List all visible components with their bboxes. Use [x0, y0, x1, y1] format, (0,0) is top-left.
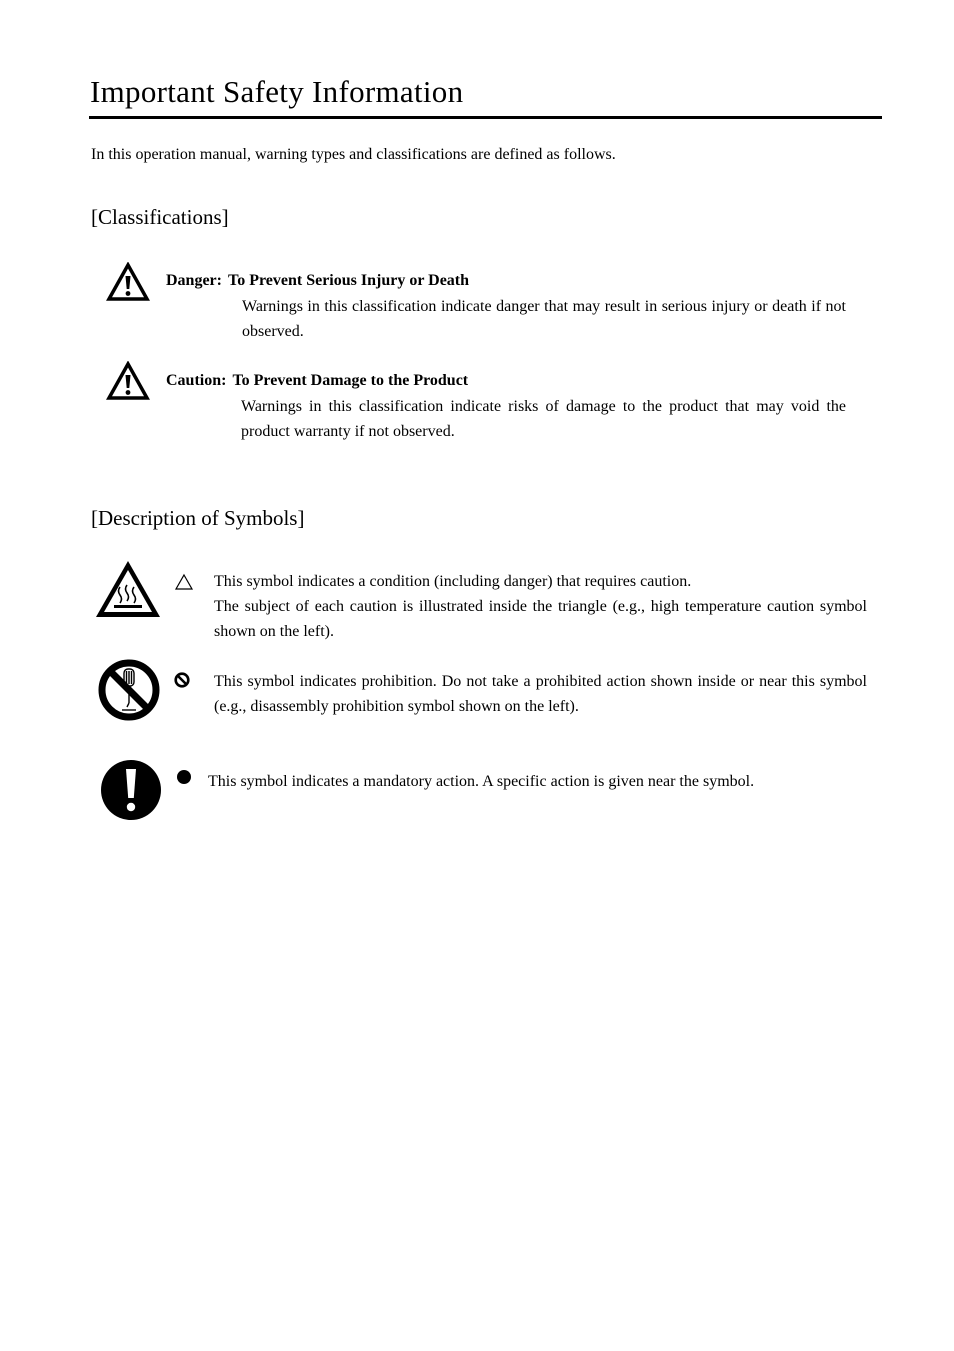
caution-description: Warnings in this classification indicate risks of damage to the product that may void the product warranty if not observed.	[241, 398, 846, 440]
warning-triangle-icon	[106, 262, 150, 302]
small-filled-circle-icon	[176, 769, 192, 785]
intro-text: In this operation manual, warning types and classifications are defined as follows.	[91, 146, 616, 163]
high-temperature-caution-icon	[94, 559, 162, 619]
small-prohibition-icon	[173, 671, 191, 689]
disassembly-prohibited-icon	[96, 657, 162, 723]
page-title: Important Safety Information	[90, 74, 464, 109]
caution-title: To Prevent Damage to the Product	[232, 372, 469, 389]
danger-title: To Prevent Serious Injury or Death	[227, 272, 470, 289]
danger-label: Danger:	[166, 272, 222, 289]
caution-symbol-line-2: The subject of each caution is illustrated inside the triangle (e.g., high temperature caution symbol shown on the left).	[214, 598, 867, 640]
mandatory-symbol-description: This symbol indicates a mandatory action. A specific action is given near the symbol.	[208, 773, 755, 790]
prohibition-symbol-description: This symbol indicates prohibition. Do not take a prohibited action shown inside or near this symbol (e.g., disassembly prohibition symbol shown on the left).	[214, 673, 867, 715]
classifications-heading: [Classifications]	[91, 205, 229, 229]
warning-triangle-icon	[106, 361, 150, 401]
symbols-heading: [Description of Symbols]	[91, 506, 305, 530]
caution-symbol-line-1: This symbol indicates a condition (including danger) that requires caution.	[214, 573, 692, 590]
title-divider	[89, 116, 882, 119]
danger-description: Warnings in this classification indicate danger that may result in serious injury or death if not observed.	[242, 298, 846, 340]
caution-symbol-description	[214, 569, 867, 644]
caution-classification-title	[166, 372, 468, 390]
danger-classification-title	[166, 272, 469, 290]
mandatory-action-icon	[99, 758, 163, 822]
caution-label: Caution:	[166, 372, 227, 389]
small-triangle-icon	[174, 573, 194, 591]
